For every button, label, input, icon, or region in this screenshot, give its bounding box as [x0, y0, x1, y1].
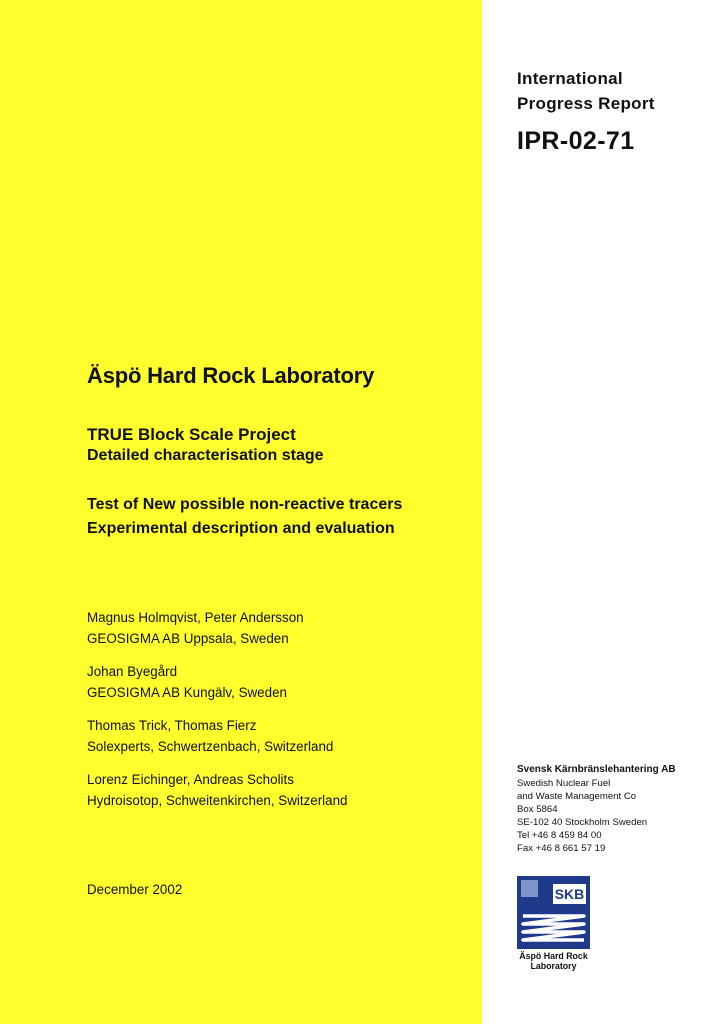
- publisher-fax: Fax +46 8 661 57 19: [517, 843, 606, 854]
- author-group: [87, 607, 348, 649]
- report-title-line-2: Experimental description and evaluation: [87, 520, 395, 537]
- author-affiliation: Hydroisotop, Schweitenkirchen, Switzerland: [87, 793, 348, 808]
- report-number: IPR-02-71: [517, 127, 635, 155]
- publisher-line: Swedish Nuclear Fuel: [517, 778, 611, 789]
- author-affiliation: GEOSIGMA AB Kungälv, Sweden: [87, 685, 287, 700]
- lab-title: Äspö Hard Rock Laboratory: [87, 363, 375, 388]
- publication-date: December 2002: [87, 882, 183, 897]
- logo-caption-line-2: Laboratory: [530, 961, 577, 971]
- author-affiliation: GEOSIGMA AB Uppsala, Sweden: [87, 631, 289, 646]
- author-names: Johan Byegård: [87, 664, 178, 679]
- publisher-line: Box 5864: [517, 804, 558, 815]
- series-line-2: Progress Report: [517, 94, 655, 113]
- publisher-address: [517, 763, 676, 855]
- logo-accent-square: [521, 880, 538, 897]
- series-line-1: International: [517, 69, 623, 88]
- author-list: [87, 607, 348, 823]
- author-names: Thomas Trick, Thomas Fierz: [87, 718, 257, 733]
- publisher-name: Svensk Kärnbränslehantering AB: [517, 764, 676, 775]
- author-affiliation: Solexperts, Schwertzenbach, Switzerland: [87, 739, 334, 754]
- report-series: [517, 66, 655, 116]
- publisher-tel: Tel +46 8 459 84 00: [517, 830, 602, 841]
- report-title-line-1: Test of New possible non-reactive tracers: [87, 496, 403, 513]
- project-subtitle: Detailed characterisation stage: [87, 447, 324, 464]
- publisher-line: SE-102 40 Stockholm Sweden: [517, 817, 648, 828]
- author-names: Lorenz Eichinger, Andreas Scholits: [87, 772, 294, 787]
- logo-caption: [517, 951, 590, 971]
- project-heading: [87, 424, 324, 466]
- logo-caption-line-1: Äspö Hard Rock: [519, 951, 588, 961]
- author-group: [87, 661, 348, 703]
- project-title: TRUE Block Scale Project: [87, 425, 296, 444]
- logo-text: SKB: [554, 886, 585, 902]
- skb-logo: [517, 876, 590, 949]
- author-group: [87, 769, 348, 811]
- author-names: Magnus Holmqvist, Peter Andersson: [87, 610, 304, 625]
- publisher-line: and Waste Management Co: [517, 791, 637, 802]
- author-group: [87, 715, 348, 757]
- report-title: [87, 493, 402, 541]
